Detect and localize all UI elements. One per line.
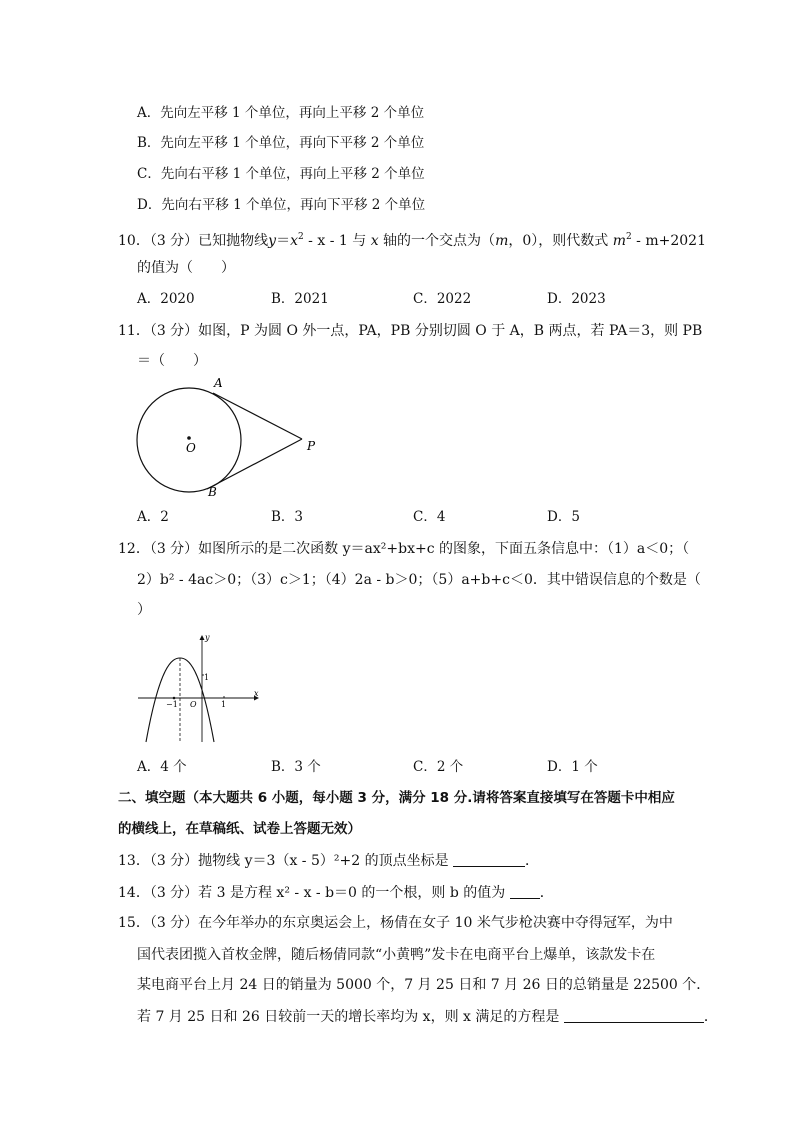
q10-option-a: A．2020 (137, 291, 195, 307)
q12-option-a: A．4 个 (137, 759, 187, 775)
q9-option-c: C．先向右平移 1 个单位，再向上平移 2 个单位 (137, 166, 425, 182)
q11-option-a: A．2 (137, 509, 169, 525)
label-one-y: 1 (204, 673, 210, 682)
q11-option-d: D．5 (547, 509, 580, 525)
q15-line4: 若 7 月 25 日和 26 日较前一天的增长率均为 x，则 x 满足的方程是 ． (137, 1009, 718, 1025)
label-a: A (214, 376, 223, 390)
q10-option-c: C．2022 (413, 291, 472, 307)
y-axis-arrow (200, 635, 205, 640)
q15-answer-blank[interactable] (564, 1008, 704, 1023)
label-p: P (307, 439, 316, 453)
q15-line2: 国代表团揽入首枚金牌，随后杨倩同款“小黄鸭”发卡在电商平台上爆单，该款发卡在 (137, 947, 656, 963)
label-o: O (186, 441, 196, 455)
section2-heading-line1: 二、填空题（本大题共 6 小题，每小题 3 分，满分 18 分.请将答案直接填写在答题卡中相应 (118, 790, 675, 806)
q12-option-c: C．2 个 (413, 759, 464, 775)
q12-option-d: D．1 个 (547, 759, 598, 775)
q12-parabola-graph (132, 630, 264, 746)
q11-line2: ＝（ ） (137, 353, 207, 369)
q10-line1: 10．（3 分）已知抛物线$y=x^2 - x - 1$ 与 x 轴的一个交点为（m，0），则代数式 $m^2 - m+2021$ (118, 232, 706, 249)
q13-line: 13．（3 分）抛物线 y＝3（x - 5）²+2 的顶点坐标是 ． (118, 853, 540, 869)
label-origin: O (190, 700, 197, 709)
q15-line3: 某电商平台上月 24 日的销量为 5000 个，7 月 25 日和 7 月 26 日的总销量是 22500 个． (137, 977, 711, 993)
q11-option-c: C．4 (413, 509, 446, 525)
q11-line1: 11．（3 分）如图，P 为圆 O 外一点，PA，PB 分别切圆 O 于 A，B 两点，若 PA＝3，则 PB (118, 323, 703, 339)
q14-line: 14．（3 分）若 3 是方程 x² - x - b＝0 的一个根，则 b 的值为 ． (118, 885, 554, 901)
q9-option-b: B．先向左平移 1 个单位，再向下平移 2 个单位 (137, 135, 425, 151)
label-y: y (205, 633, 210, 642)
q12-option-b: B．3 个 (271, 759, 321, 775)
q11-circle-diagram (128, 372, 328, 502)
tangent-pb (207, 439, 302, 489)
q12-line2: 2）b² - 4ac＞0；（3）c＞1；（4）2a - b＞0；（5）a+b+c＜0．其中错误信息的个数是（ (137, 572, 701, 588)
q9-option-a: A．先向左平移 1 个单位，再向上平移 2 个单位 (137, 105, 425, 121)
tangent-pa (213, 393, 302, 439)
q10-option-d: D．2023 (547, 291, 606, 307)
q9-option-d: D．先向右平移 1 个单位，再向下平移 2 个单位 (137, 197, 426, 213)
point-minus-one (173, 697, 176, 700)
q15-line1: 15．（3 分）在今年举办的东京奥运会上，杨倩在女子 10 米气步枪决赛中夺得冠军，为中 (118, 915, 673, 931)
label-one-x: 1 (221, 700, 227, 709)
q13-answer-blank[interactable] (453, 852, 525, 867)
q12-line1: 12．（3 分）如图所示的是二次函数 y＝ax²+bx+c 的图象，下面五条信息中：（1）a＜0；（ (118, 541, 690, 557)
label-minus-one: −1 (166, 700, 178, 709)
q11-option-b: B．3 (271, 509, 304, 525)
label-b: B (208, 485, 217, 499)
center-dot (187, 436, 191, 440)
circle-o (137, 388, 241, 492)
section2-heading-line2: 的横线上，在草稿纸、试卷上答题无效） (118, 821, 361, 837)
q10-option-b: B．2021 (271, 291, 329, 307)
q14-answer-blank[interactable] (510, 884, 540, 899)
q10-line2: 的值为（ ） (137, 260, 235, 276)
q12-line3: ） (137, 602, 151, 618)
label-x: x (254, 689, 259, 698)
